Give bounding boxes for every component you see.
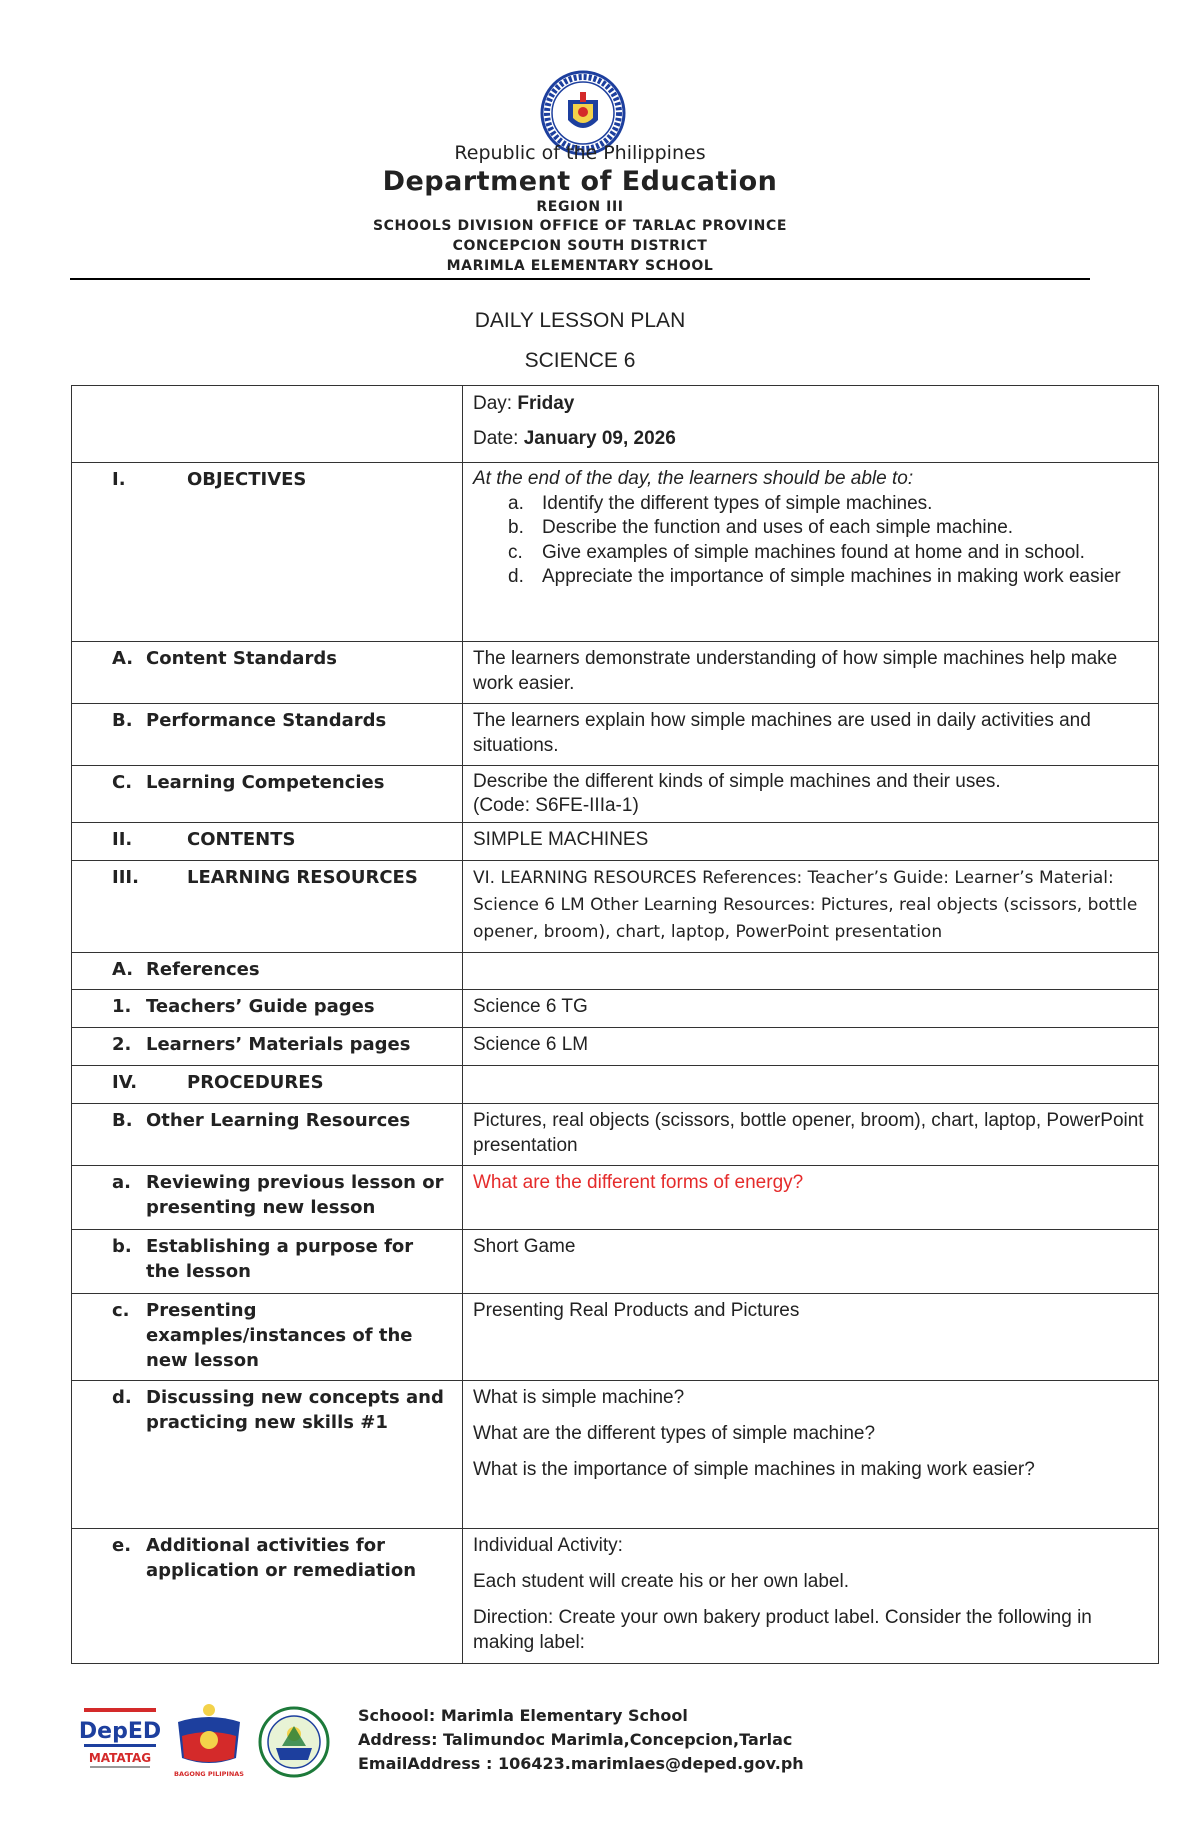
footer-email: EmailAddress : 106423.marimlaes@deped.gov.ph: [358, 1754, 804, 1773]
svg-text:BAGONG PILIPINAS: BAGONG PILIPINAS: [174, 1770, 244, 1778]
content-standards-text: The learners demonstrate understanding of how simple machines help make work easier.: [473, 648, 1118, 694]
table-row: [72, 386, 1159, 463]
date-label: Date:: [473, 428, 524, 449]
table-row: B. Other Learning Resources Pictures, real objects (scissors, bottle opener, broom), chart, laptop, PowerPoint presentation: [72, 1104, 1159, 1166]
discussion-question: What is the importance of simple machines in making work easier?: [473, 1459, 1035, 1480]
references-text: [463, 953, 1158, 961]
learners-materials-text: Science 6 LM: [473, 1034, 589, 1055]
school-line: MARIMLA ELEMENTARY SCHOOL: [446, 258, 714, 274]
republic-line: Republic of the Philippines: [454, 142, 706, 164]
footer-contact: [358, 1704, 804, 1776]
objectives-list: [473, 492, 1148, 590]
table-row: d. Discussing new concepts and practicing new skills #1 What is simple machine? What are the different types of simple machine? What is the importance of simple machines in making work easier?: [72, 1381, 1159, 1529]
division-line: SCHOOLS DIVISION OFFICE OF TARLAC PROVINCE: [372, 218, 788, 234]
procedures-label: PROCEDURES: [187, 1072, 324, 1093]
learning-competencies-label: Learning Competencies: [146, 772, 385, 793]
objectives-intro: At the end of the day, the learners should be able to:: [473, 468, 914, 489]
performance-standards-text: The learners explain how simple machines are used in daily activities and situations.: [473, 710, 1091, 756]
objectives-label: OBJECTIVES: [187, 469, 307, 490]
discussion-question: What is simple machine?: [473, 1387, 685, 1408]
competency-code: (Code: S6FE-IIIa-1): [473, 795, 639, 816]
learners-materials-label: Learners’ Materials pages: [146, 1034, 411, 1055]
date-value: January 09, 2026: [523, 428, 676, 449]
contents-text: SIMPLE MACHINES: [473, 829, 649, 850]
row-marker: I.: [112, 469, 126, 490]
other-resources-label: Other Learning Resources: [146, 1110, 411, 1131]
footer-address: Address: Talimundoc Marimla,Concepcion,Tarlac: [358, 1730, 793, 1749]
table-row: B. Performance Standards The learners explain how simple machines are used in daily activities and situations.: [72, 704, 1159, 766]
svg-text:MATATAG: MATATAG: [88, 1751, 152, 1765]
footer-school: Schoool: Marimla Elementary School: [358, 1706, 688, 1725]
procedures-text: [463, 1066, 1158, 1074]
table-row: 2. Learners’ Materials pages Science 6 LM: [72, 1028, 1159, 1066]
day-date-cell: [463, 386, 1159, 463]
list-item: a. Identify the different types of simple machines.: [508, 492, 933, 514]
learning-competencies-text: Describe the different kinds of simple machines and their uses.: [473, 771, 1001, 792]
references-label: References: [146, 959, 260, 980]
discussion-question: What are the different types of simple machine?: [473, 1423, 876, 1444]
content-standards-label: Content Standards: [146, 648, 337, 669]
blank-cell: [72, 386, 463, 463]
table-row: e. Additional activities for application or remediation Individual Activity: Each student will create his or her own label. Direction: Create your own bakery product label. Consider the following in making label:: [72, 1529, 1159, 1664]
table-row: a. Reviewing previous lesson or presenting new lesson What are the different forms of energy?: [72, 1166, 1159, 1230]
learning-resources-text: VI. LEARNING RESOURCES References: Teacher’s Guide: Learner’s Material: Science 6 LM Other Learning Resources: Pictures, real objects (scissors, bottle opener, broom), chart, laptop, PowerPoint presentation: [473, 868, 1138, 942]
table-row: b. Establishing a purpose for the lesson Short Game: [72, 1230, 1159, 1294]
learning-resources-label: LEARNING RESOURCES: [187, 867, 418, 888]
table-row: II. CONTENTS SIMPLE MACHINES: [72, 823, 1159, 861]
day-value: Friday: [517, 393, 575, 414]
list-item: b. Describe the function and uses of each simple machine.: [508, 517, 1014, 538]
deped-matatag-logo-icon: [78, 1708, 162, 1774]
establishing-text: Short Game: [473, 1236, 576, 1257]
bagong-pilipinas-logo-icon: [172, 1702, 246, 1778]
performance-standards-label: Performance Standards: [146, 710, 387, 731]
discussing-label: Discussing new concepts and practicing new skills #1: [146, 1387, 444, 1433]
activity-line: Each student will create his or her own label.: [473, 1571, 849, 1592]
header-divider: [70, 278, 1090, 280]
table-row: [72, 463, 1159, 642]
school-seal-icon: [258, 1706, 330, 1778]
presenting-text: Presenting Real Products and Pictures: [473, 1300, 800, 1321]
teachers-guide-label: Teachers’ Guide pages: [146, 996, 375, 1017]
page-title: DAILY LESSON PLAN: [474, 309, 686, 332]
establishing-label: Establishing a purpose for the lesson: [146, 1236, 414, 1282]
footer-logos: [78, 1702, 324, 1782]
table-row: IV. PROCEDURES: [72, 1066, 1159, 1104]
table-row: A. Content Standards The learners demonstrate understanding of how simple machines help make work easier.: [72, 642, 1159, 704]
contents-label: CONTENTS: [187, 829, 296, 850]
day-label: Day:: [473, 393, 518, 414]
lesson-plan-table: [71, 385, 1159, 1664]
activity-line: Individual Activity:: [473, 1535, 623, 1556]
table-row: A. References: [72, 953, 1159, 990]
reviewing-label: Reviewing previous lesson or presenting new lesson: [146, 1172, 444, 1218]
district-line: CONCEPCION SOUTH DISTRICT: [452, 238, 708, 254]
svg-text:DepED: DepED: [78, 1719, 162, 1744]
reviewing-text: What are the different forms of energy?: [473, 1172, 804, 1193]
table-row: 1. Teachers’ Guide pages Science 6 TG: [72, 990, 1159, 1028]
additional-label: Additional activities for application or remediation: [146, 1535, 417, 1581]
table-row: c. Presenting examples/instances of the new lesson Presenting Real Products and Pictures: [72, 1294, 1159, 1381]
activity-line: Direction: Create your own bakery product label. Consider the following in making label:: [473, 1607, 1092, 1653]
other-resources-text: Pictures, real objects (scissors, bottle opener, broom), chart, laptop, PowerPoint presentation: [473, 1110, 1144, 1156]
list-item: c. Give examples of simple machines found at home and in school.: [508, 541, 1085, 563]
subject-title: SCIENCE 6: [524, 349, 636, 372]
teachers-guide-text: Science 6 TG: [473, 996, 588, 1017]
department-line: Department of Education: [382, 166, 778, 197]
region-line: REGION III: [536, 199, 624, 215]
list-item: d. Appreciate the importance of simple machines in making work easier: [508, 566, 1121, 587]
table-row: C. Learning Competencies Describe the different kinds of simple machines and their uses. (Code: S6FE-IIIa-1): [72, 766, 1159, 823]
table-row: III. LEARNING RESOURCES VI. LEARNING RESOURCES References: Teacher’s Guide: Learner’s Material: Science 6 LM Other Learning Resources: Pictures, real objects (scissors, bottle opener, broom), chart, laptop, PowerPoint presentation: [72, 861, 1159, 953]
presenting-label: Presenting examples/instances of the new lesson: [146, 1300, 413, 1371]
